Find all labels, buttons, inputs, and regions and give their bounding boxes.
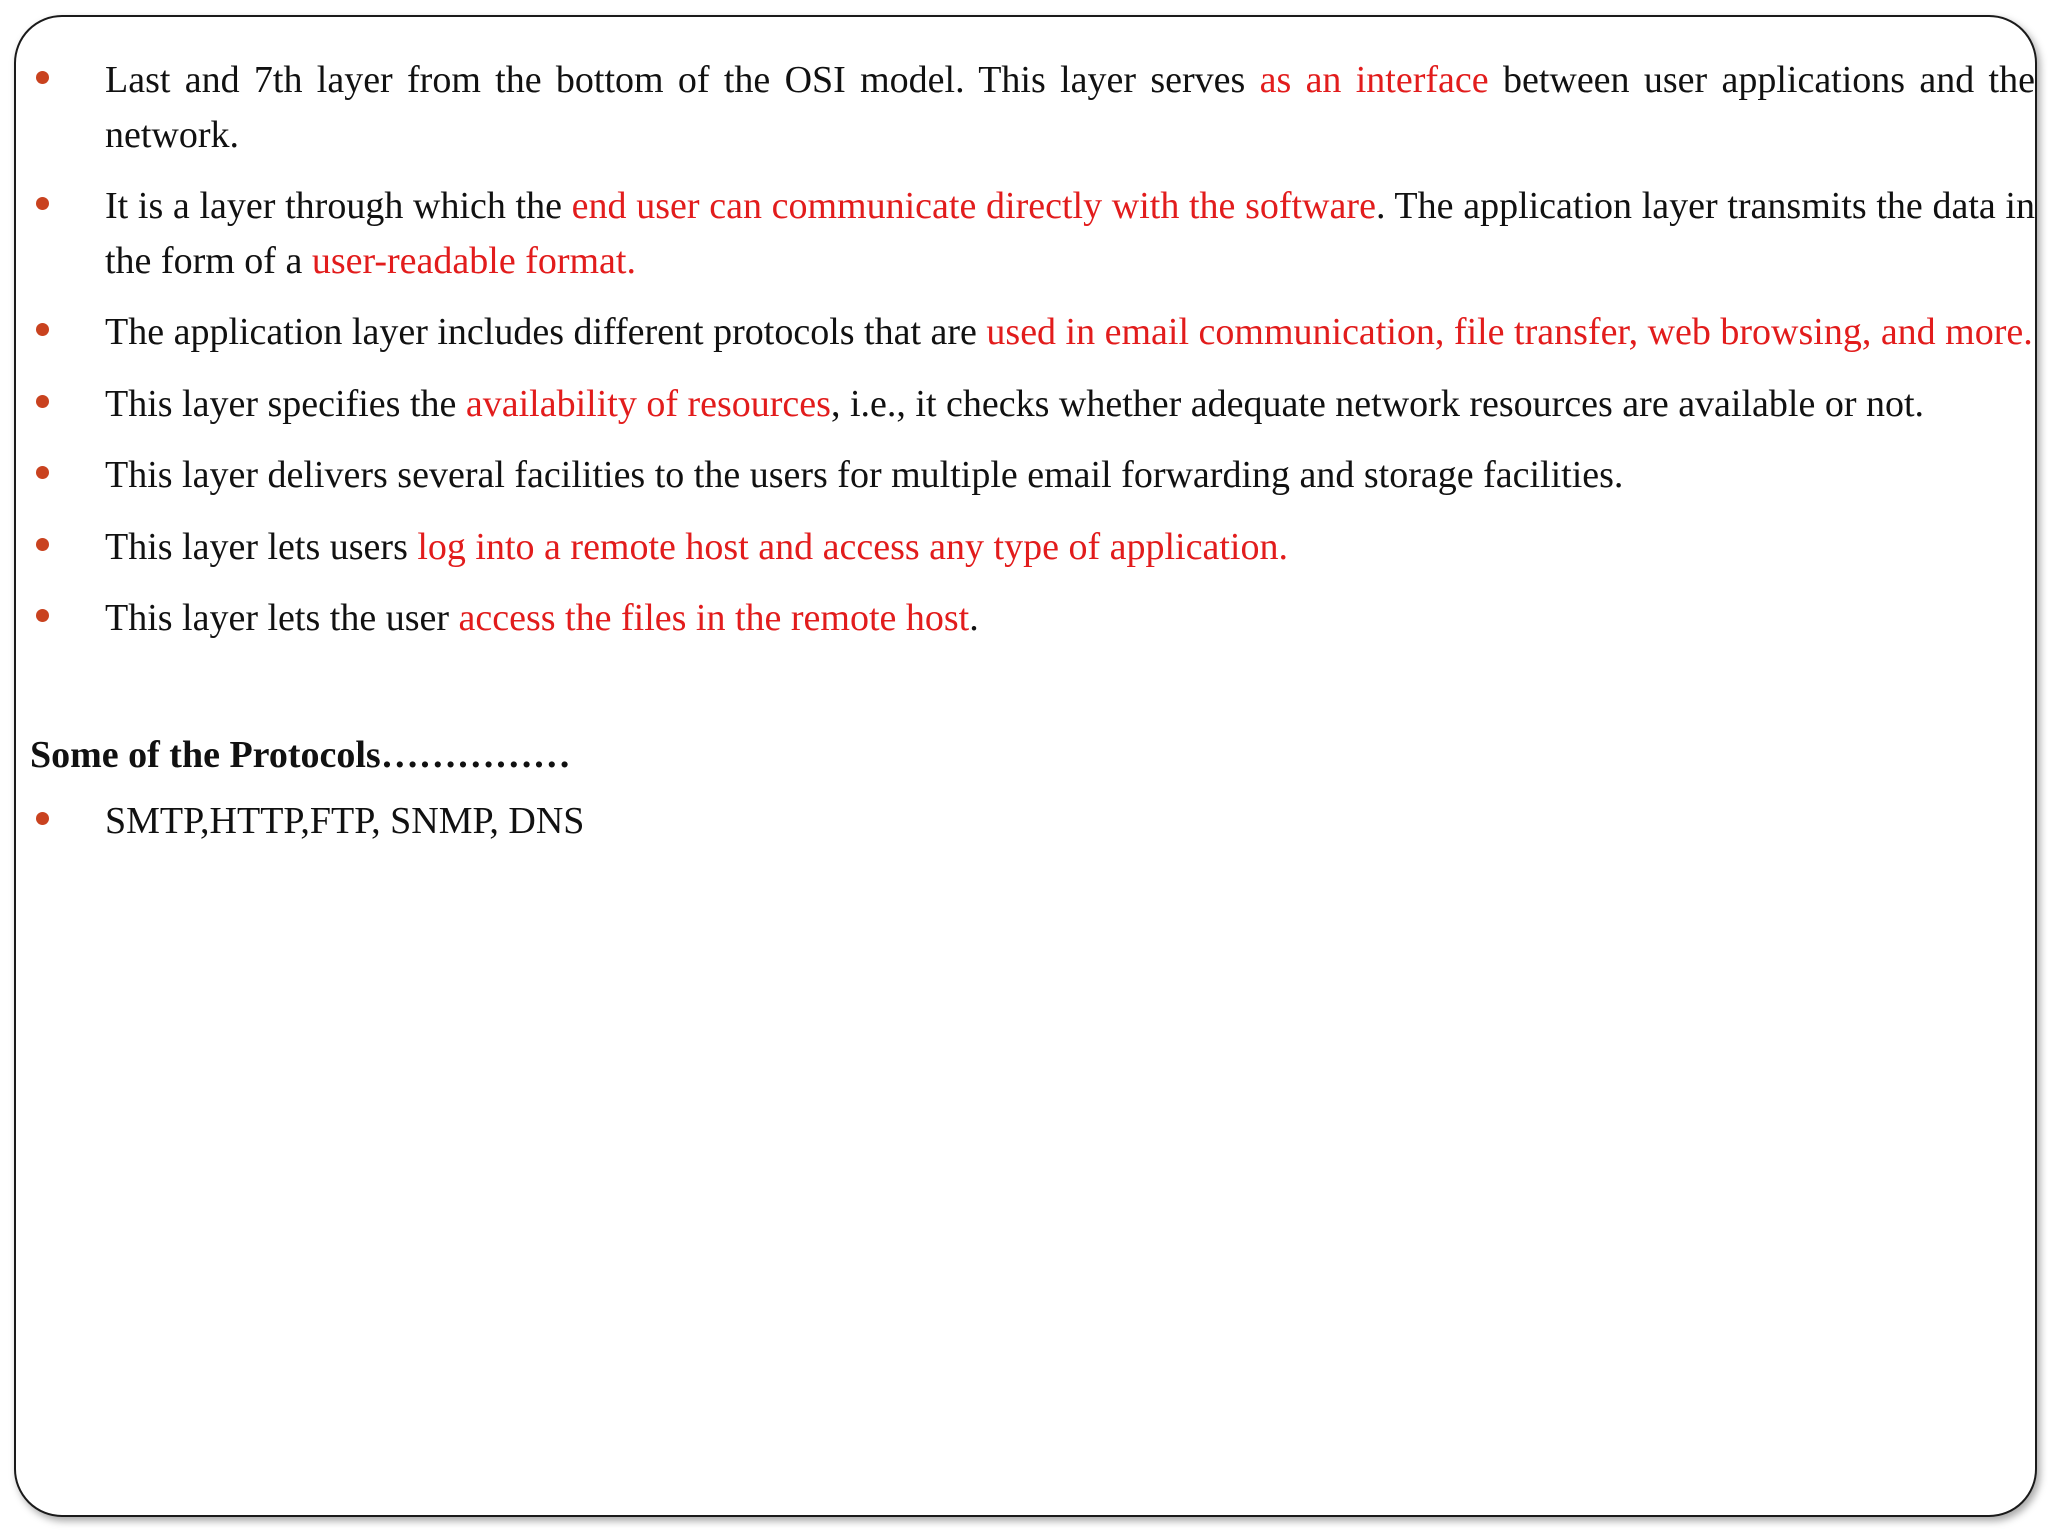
highlighted-text: end user can communicate directly with the software [571,185,1376,227]
bullet-text: . The application layer transmits the data in the form of a [105,185,2035,282]
bullet-text: It is a layer through which the [105,185,572,227]
bullet-dot-icon [36,812,49,825]
bullet-text: The application layer includes different protocols that are [105,311,987,353]
slide-frame [14,15,2037,1517]
bullet-text: This layer delivers several facilities to the users for multiple email forwarding and storage facilities. [105,454,1624,496]
bullet-text: This layer specifies the [105,382,466,425]
bullet-text: Last and 7th layer from the bottom of the OSI model. This layer serves [105,59,1260,101]
bullet-dot-icon [36,323,49,336]
protocols-list [30,794,2035,849]
bullet-dot-icon [36,197,49,210]
bullet-item [30,448,2035,503]
bullet-item [30,794,2035,849]
bullet-item [30,179,2035,288]
highlighted-text: as an interface [1259,59,1489,101]
bullet-text: This layer lets users [105,525,418,568]
bullet-dot-icon [36,609,49,622]
highlighted-text: access the files in the remote host [458,597,970,639]
bullet-text: between user applications and the network. [105,59,2035,156]
highlighted-text: used in email communication, file transfer, web browsing, and more. [986,311,2033,353]
bullet-dot-icon [36,71,49,84]
bullet-text: . [969,597,979,639]
bullet-text: This layer lets the user [105,597,459,639]
highlighted-text: availability of resources [465,382,831,425]
bullet-dot-icon [36,466,49,479]
bullet-item [30,520,2035,575]
bullet-text: SMTP,HTTP,FTP, SNMP, DNS [105,799,585,842]
highlighted-text: user-readable format. [311,239,636,282]
slide-content [30,53,2035,865]
bullet-text: , i.e., it checks whether adequate network resources are available or not. [830,382,1925,425]
osi-application-layer-bullets [30,53,2035,646]
bullet-item [30,53,2035,162]
highlighted-text: log into a remote host and access any type of application. [417,525,1288,568]
bullet-item [30,591,2035,646]
bullet-item [30,305,2035,360]
bullet-dot-icon [36,538,49,551]
bullet-item [30,377,2035,432]
protocols-heading: Some of the Protocols…………… [30,733,571,776]
bullet-dot-icon [36,395,49,408]
